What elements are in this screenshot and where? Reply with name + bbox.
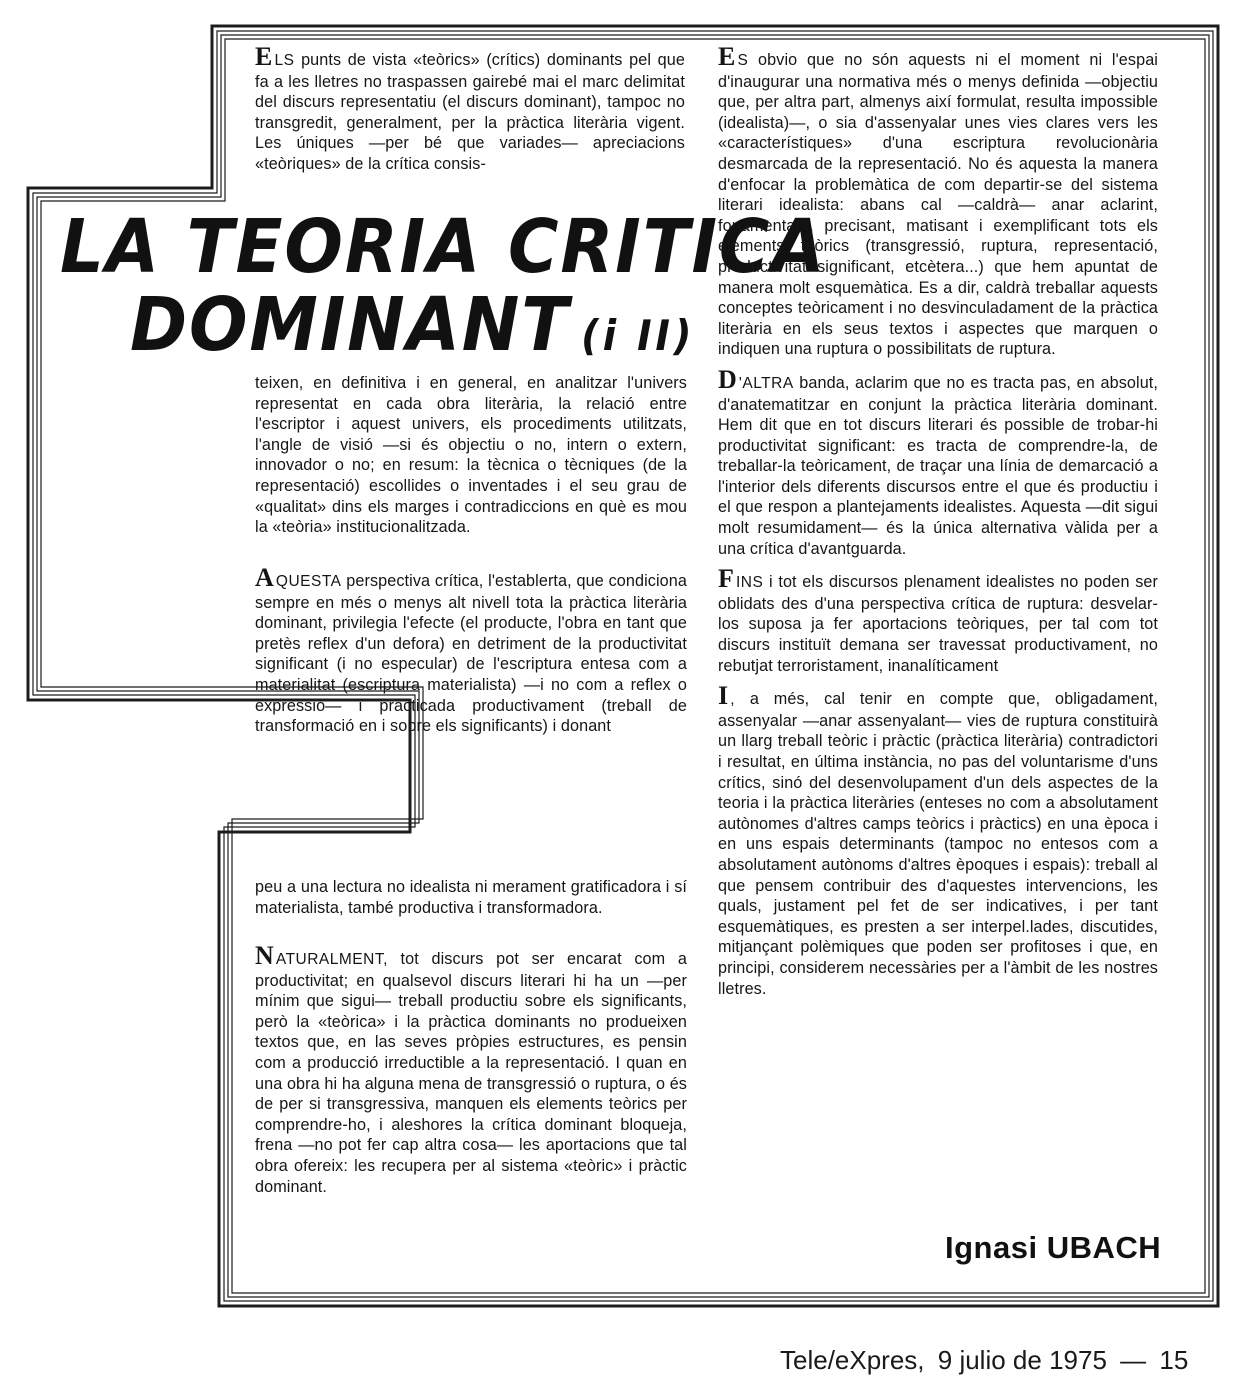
daltra-paragraph: D 'ALTRA banda, aclarim que no es tracta pas, en absolut, d'anatematitzar en conjunt la pràctica literària dominant. Hem dit que en tot discurs literari és possible de trobar-hi productivitat significant: es tracta de comprendre-la, de treballar-la teòricament, de traçar una línia de demarcació a l'interior dels diferents discursos entre el que és productiu i el que respon a plantejaments idealistes. Aquesta —dit sigui molt resumidament— és la única alternativa vàlida per a una crítica d'avantguarda. xyxy=(718,364,1158,558)
naturalment-paragraph: NATURALMENT, tot discurs pot ser encarat com a productivitat; en qualsevol discurs literari hi ha un —per mínim que sigui— treball productiu sobre els significants, però la «teòrica» i la pràctica dominants no produeixen textos que, en las seves pròpies estructures, es pensin com a producció irreductible a la representació. I quan en una obra hi ha alguna mena de transgressió o ruptura, o és de per si transgressiva, manquen els elements teòrics per comprendre-ho, i aleshores la crítica dominant bloqueja, frena —no pot fer cap altra cosa— les aportacions que tal obra ofereix: les recupera per al sistema «teòric» i pràctic dominant. xyxy=(255,941,687,1196)
drop-initial: E xyxy=(255,42,273,71)
aquesta-tail: peu a una lectura no idealista ni merament gratificadora i sí materialista, també productiva i transformadora. xyxy=(255,878,687,917)
publication-name: Tele/eXpres, xyxy=(780,1345,925,1375)
aquesta-paragraph: AQUESTA perspectiva crítica, l'establerta, que condiciona sempre en més o menys alt nivell tota la pràctica literària dominant, privilegia l'efecte (el producte, l'obra en tant que pretès reflex d'un defora) en detriment de la productivitat significant (i no especular) de l'escriptura entesa com a materialitat (escriptura materialista) —i no com a reflex o expressió— i practicada productivament (treball de transformació en i sobre els significants) i donant xyxy=(255,563,687,736)
drop-initial: N xyxy=(255,941,274,970)
drop-initial: A xyxy=(255,563,274,592)
publication-date: 9 julio de 1975 xyxy=(937,1345,1107,1375)
drop-initial: F xyxy=(718,564,734,594)
intro-continuation: teixen, en definitiva i en general, en analitzar l'univers representat en cada obra literària, la relació entre l'escriptor i aquest univers, els procediments utilitzats, l'angle de visió —si és objectiu o no, intern o extern, innovador o no; en resum: la tècnica o tècniques (de la representació) escollides o inventades i el seu grau de «qualitat» dins els marges i contradiccions en què es mou la «teòria» institucionalitzada. xyxy=(255,374,687,537)
drop-initial: D xyxy=(718,364,737,394)
author-signature: Ignasi UBACH xyxy=(945,1230,1162,1265)
publication-footer xyxy=(780,1345,1194,1376)
drop-initial: I xyxy=(718,681,729,711)
es-obvio-paragraph: E S obvio que no són aquests ni el moment ni l'espai d'inaugurar una normativa més o menys definida —objectiu que, per altra part, almenys així formulat, resulta impossible (idealista)—, o sia d'assenyalar unes vies clares vers les «característiques» d'una escriptura revolucionària desmarcada de la representació. No és aquesta la manera d'enfocar la problemàtica de com departir-se del sistema literari idealista: abans cal —caldrà— anar aclarint, fonamentant, precisant, matisant i exemplificant tots els elements teòrics (transgressió, ruptura, representació, productivitat significant, etcètera...) que hem apuntat de manera molt esquemàtica. Es a dir, caldrà treballar aquests conceptes teòricament i no desvinculadament de la pràctica literària en els seus textos i aspectes que marquen o indiquen una ruptura o possibilitats de ruptura. xyxy=(718,42,1158,359)
page-number: 15 xyxy=(1159,1345,1189,1375)
fins-paragraph: FINS i tot els discursos plenament idealistes no poden ser oblidats des d'una perspectiva crítica de ruptura: desvelar-los suposa ja fer aportacions teòriques, per tal com tot discurs instituït demana ser travessat productivament, no rebutjat terroristament, inanalíticament xyxy=(718,564,1158,675)
headline-line-2: DOMINANT (i II) xyxy=(130,282,696,368)
i-mes-paragraph: I , a més, cal tenir en compte que, obligadament, assenyalar —anar assenyalant— vies de ruptura constituirà un llarg treball teòric i pràctic (pràctica literària) contradictori i resultat, en última instància, no pas del voluntarisme d'uns crítics, sinó del desenvolupament d'un dels aspectes de la teoria i la pràctica literàries (enteses no com a absolutament autònomes d'altres camps teòrics i pràctics) en una època i en uns espais determinants (tampoc no entesos com a absolutament autònoms d'altres èpoques i espais): treball al que pensem contribuir des d'aquestes intervencions, les quals, justament pel fet de ser indicatives, i per tant esquemàtiques, es presten a ser interpel.lades, discutides, mitjançant polèmiques que poden ser profitoses i que, en principi, considerem necessàries per a l'àmbit de les nostres lletres. xyxy=(718,681,1158,998)
headline-part: (i II) xyxy=(581,311,696,360)
drop-initial: E xyxy=(718,42,736,71)
intro-paragraph: ELS punts de vista «teòrics» (crítics) dominants pel que fa a les lletres no traspassen gairebé mai el marc delimitat del discurs representatiu (el discurs dominant), tampoc no transgredit, generalment, per la pràctica literària vigent. Les úniques —per bé que variades— apreciacions «teòriques» de la crítica consis- xyxy=(255,42,685,173)
footer-separator: — xyxy=(1120,1345,1147,1375)
right-column xyxy=(718,42,1158,1009)
headline-line-1: LA TEORIA CRITICA xyxy=(60,204,827,290)
